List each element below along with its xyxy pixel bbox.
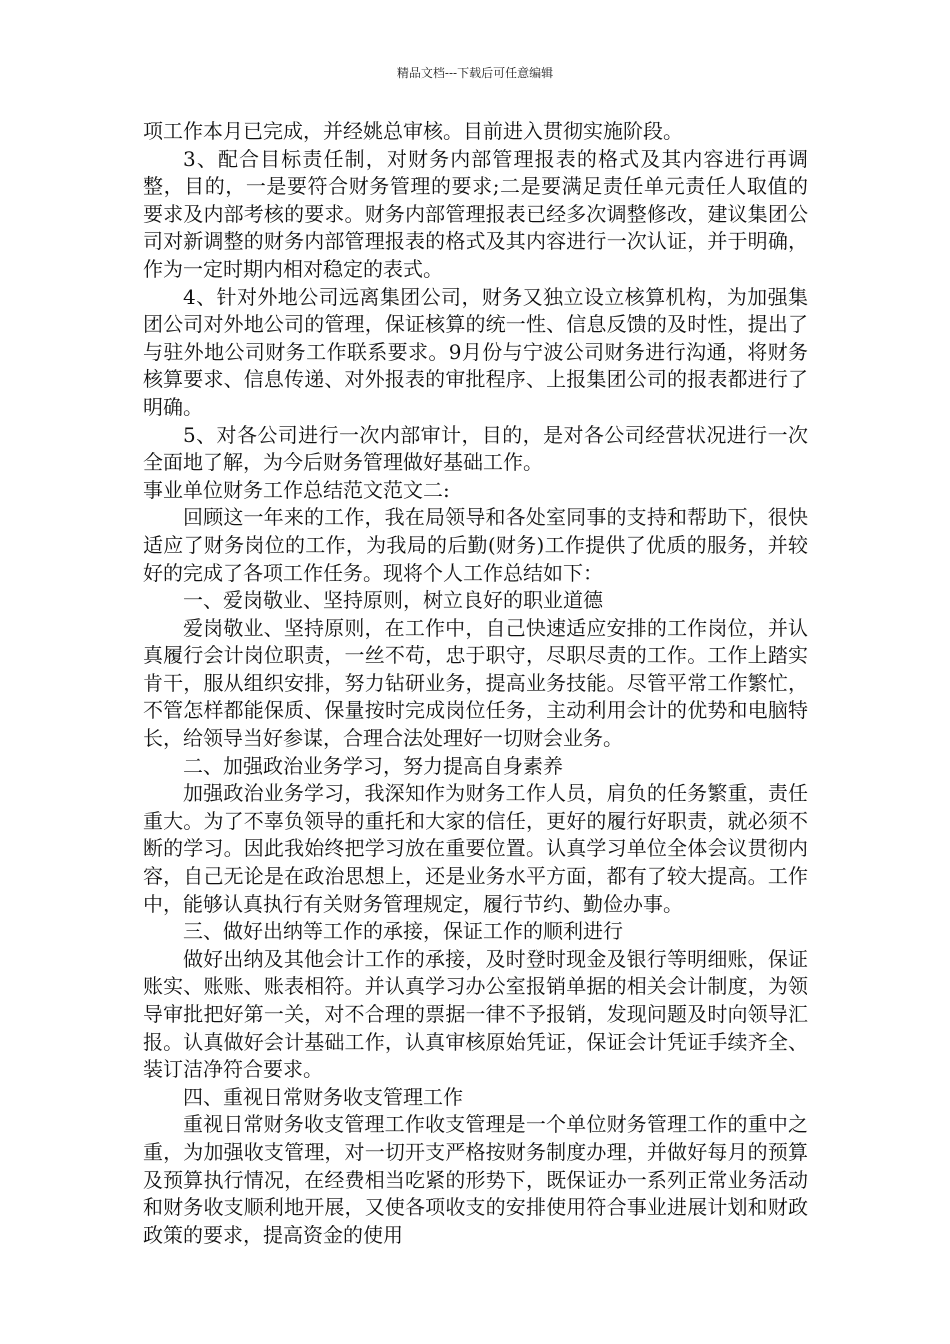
paragraph: 四、重视日常财务收支管理工作 [183, 1084, 463, 1109]
paragraph: 加强政治业务学习，我深知作为财务工作人员，肩负的任务繁重，责任重大。为了不辜负领导的重托和大家的信任，更好的履行好职责，就必须不断的学习。因此我始终把学习放在重要位置。认真学习单位全体会议贯彻内容，自己无论是在政治思想上，还是业务水平方面，都有了较大提高。工作中，能够认真执行有关财务管理规定，履行节约、勤俭办事。 [143, 781, 808, 916]
page-header: 精品文档---下载后可任意编辑 [396, 66, 554, 80]
paragraph: 3、配合目标责任制，对财务内部管理报表的格式及其内容进行再调整，目的，一是要符合财务管理的要求;二是要满足责任单元责任人取值的要求及内部考核的要求。财务内部管理报表已经多次调整修改，建议集团公司对新调整的财务内部管理报表的格式及其内容进行一次认证，并于明确，作为一定时期内相对稳定的表式。 [143, 146, 808, 281]
paragraph: 做好出纳及其他会计工作的承接，及时登时现金及银行等明细账，保证账实、账账、账表相符。并认真学习办公室报销单据的相关会计制度，为领导审批把好第一关，对不合理的票据一律不予报销，发现问题及时向领导汇报。认真做好会计基础工作，认真审核原始凭证，保证会计凭证手续齐全、装订洁净符合要求。 [143, 946, 808, 1082]
paragraph: 5、对各公司进行一次内部审计，目的，是对各公司经营状况进行一次全面地了解，为今后财务管理做好基础工作。 [143, 422, 808, 475]
paragraph: 4、针对外地公司远离集团公司，财务又独立设立核算机构，为加强集团公司对外地公司的管理，保证核算的统一性、信息反馈的及时性，提出了与驻外地公司财务工作联系要求。9月份与宁波公司财务进行沟通，将财务核算要求、信息传递、对外报表的审批程序、上报集团公司的报表都进行了明确。 [143, 284, 808, 419]
paragraph: 二、加强政治业务学习，努力提高自身素养 [183, 753, 563, 778]
paragraph: 爱岗敬业、坚持原则，在工作中，自己快速适应安排的工作岗位，并认真履行会计岗位职责，一丝不苟，忠于职守，尽职尽责的工作。工作上踏实肯干，服从组织安排，努力钻研业务，提高业务技能。尽管平常工作繁忙，不管怎样都能保质、保量按时完成岗位任务，主动利用会计的优势和电脑特长，给领导当好参谋，合理合法处理好一切财会业务。 [143, 615, 808, 751]
paragraph: 项工作本月已完成，并经姚总审核。目前进入贯彻实施阶段。 [143, 119, 683, 143]
paragraph: 回顾这一年来的工作，我在局领导和各处室同事的支持和帮助下，很快适应了财务岗位的工作，为我局的后勤(财务)工作提供了优质的服务，并较好的完成了各项工作任务。现将个人工作总结如下： [143, 505, 808, 585]
document-body [143, 118, 808, 1249]
paragraph: 一、爱岗敬业、坚持原则，树立良好的职业道德 [183, 588, 603, 613]
paragraph: 事业单位财务工作总结范文范文二: [143, 477, 450, 502]
paragraph: 三、做好出纳等工作的承接，保证工作的顺利进行 [183, 919, 623, 944]
paragraph: 重视日常财务收支管理工作收支管理是一个单位财务管理工作的重中之重，为加强收支管理，对一切开支严格按财务制度办理，并做好每月的预算及预算执行情况，在经费相当吃紧的形势下，既保证办一系列正常业务活动和财务收支顺利地开展，又使各项收支的安排使用符合事业进展计划和财政政策的要求，提高资金的使用 [143, 1112, 808, 1247]
